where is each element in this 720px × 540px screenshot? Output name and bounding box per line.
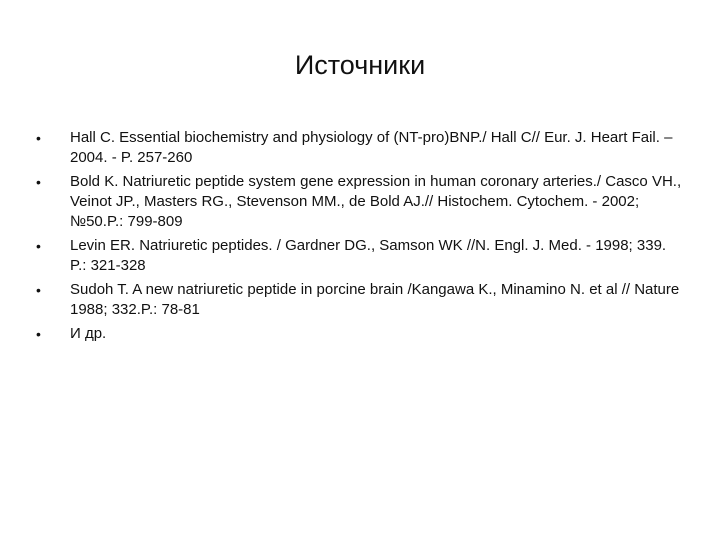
slide-title: Источники xyxy=(294,50,426,80)
bullet-icon: • xyxy=(36,174,41,190)
bullet-icon: • xyxy=(36,130,41,146)
bullet-icon: • xyxy=(36,326,41,342)
source-item xyxy=(36,324,686,344)
source-item xyxy=(36,236,686,276)
source-item xyxy=(36,128,686,168)
source-text: И др. xyxy=(70,325,107,342)
source-text: Sudoh T. A new natriuretic peptide in porcine brain /Kangawa K., Minamino N. et al // Nature 1988; 332.P.: 78-81 xyxy=(70,281,680,318)
source-text: Bold K. Natriuretic peptide system gene expression in human coronary arteries./ Casco VH., Veinot JP., Masters RG., Stevenson MM., de Bold AJ.// Histochem. Cytochem. - 2002; №50.P.: 799-809 xyxy=(70,173,682,230)
source-text: Levin ER. Natriuretic peptides. / Gardner DG., Samson WK //N. Engl. J. Med. - 1998; 339. P.: 321-328 xyxy=(70,237,667,274)
source-item xyxy=(36,172,686,232)
source-text: Hall C. Essential biochemistry and physiology of (NT-pro)BNP./ Hall C// Eur. J. Heart Fail. – 2004. - P. 257-260 xyxy=(70,129,673,166)
bullet-icon: • xyxy=(36,282,41,298)
sources-list xyxy=(36,128,686,348)
bullet-icon: • xyxy=(36,238,41,254)
source-item xyxy=(36,280,686,320)
